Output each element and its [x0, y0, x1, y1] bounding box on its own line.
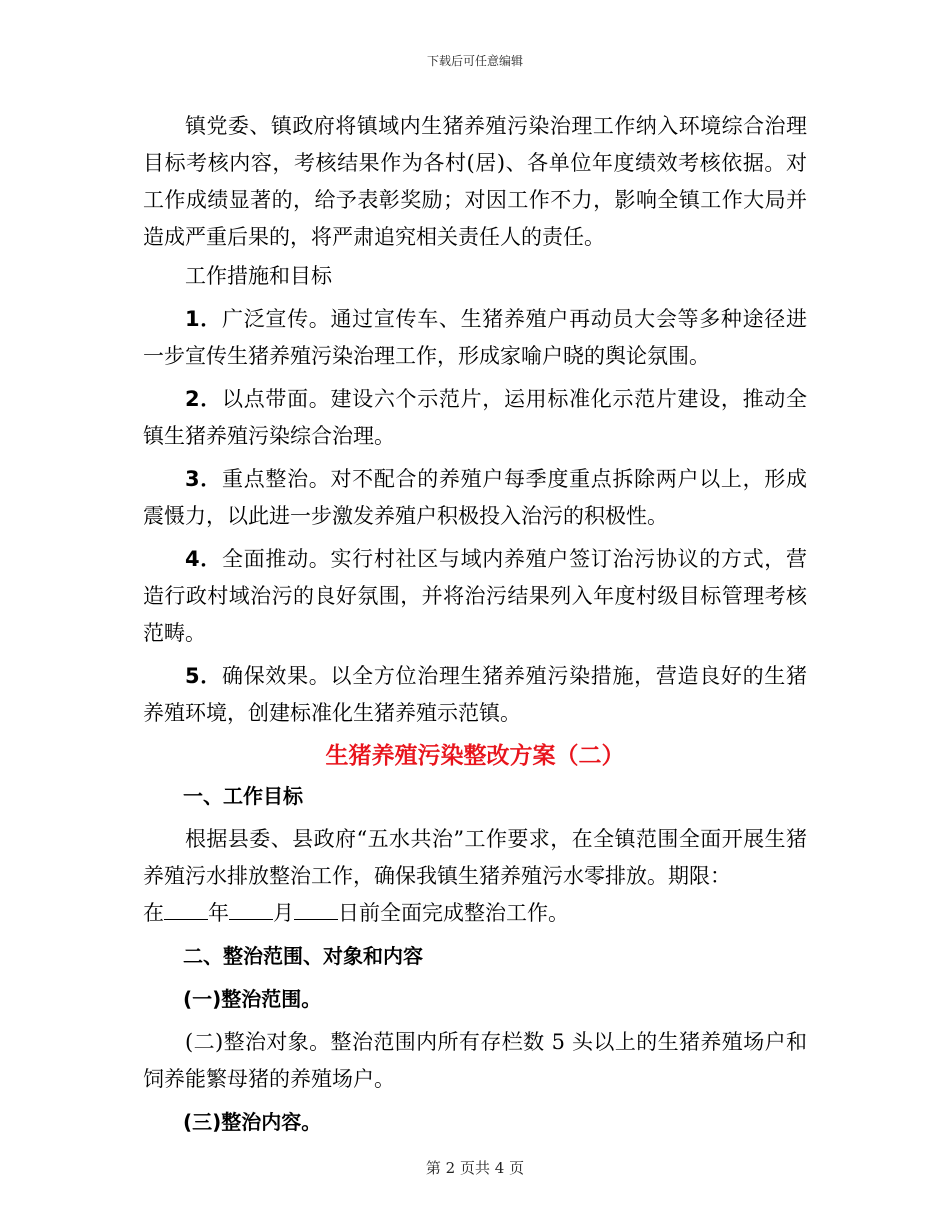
document-body: [143, 108, 807, 1141]
list-item: 5．确保效果。以全方位治理生猪养殖污染措施，营造良好的生猪养殖环境，创建标准化生猪养殖示范镇。: [143, 664, 807, 725]
paragraph-deadline: 在 年 月 日前全面完成整治工作。: [143, 901, 569, 925]
blank-year[interactable]: [164, 901, 208, 920]
paragraph-targets: (二)整治对象。整治范围内所有存栏数 5 头以上的生猪养殖场户和饲养能繁母猪的养殖场户。: [143, 1030, 807, 1091]
measures-heading: 工作措施和目标: [185, 264, 332, 288]
paragraph-assessment: 镇党委、镇政府将镇域内生猪养殖污染治理工作纳入环境综合治理目标考核内容，考核结果作为各村(居)、各单位年度绩效考核依据。对工作成绩显著的，给予表彰奖励；对因工作不力，影响全镇工作大局并造成严重后果的，将严肃追究相关责任人的责任。: [143, 114, 807, 249]
heading-work-goal: 一、工作目标: [183, 784, 303, 808]
list-item: 3．重点整治。对不配合的养殖户每季度重点拆除两户以上，形成震慑力，以此进一步激发养殖户积极投入治污的积极性。: [143, 467, 807, 528]
heading-scope: 二、整治范围、对象和内容: [183, 944, 423, 968]
blank-day[interactable]: [294, 901, 338, 920]
page-header: 下载后可任意编辑: [426, 54, 523, 68]
list-item: 1．广泛宣传。通过宣传车、生猪养殖户再动员大会等多种途径进一步宣传生猪养殖污染治理工作，形成家喻户晓的舆论氛围。: [143, 307, 807, 368]
list-item: 2．以点带面。建设六个示范片，运用标准化示范片建设，推动全镇生猪养殖污染综合治理。: [143, 387, 807, 448]
page-footer: 第 2 页共 4 页: [425, 1159, 525, 1177]
paragraph-goal: 根据县委、县政府“五水共治”工作要求，在全镇范围全面开展生猪养殖污水排放整治工作，确保我镇生猪养殖污水零排放。期限：: [143, 827, 807, 888]
blank-month[interactable]: [229, 901, 273, 920]
subheading-content: (三)整治内容。: [183, 1110, 322, 1134]
section-title: 生猪养殖污染整改方案（二）: [325, 742, 625, 769]
subheading-scope: (一)整治范围。: [183, 987, 322, 1011]
list-item: 4．全面推动。实行村社区与域内养殖户签订治污协议的方式，营造行政村域治污的良好氛围，并将治污结果列入年度村级目标管理考核范畴。: [143, 547, 807, 645]
